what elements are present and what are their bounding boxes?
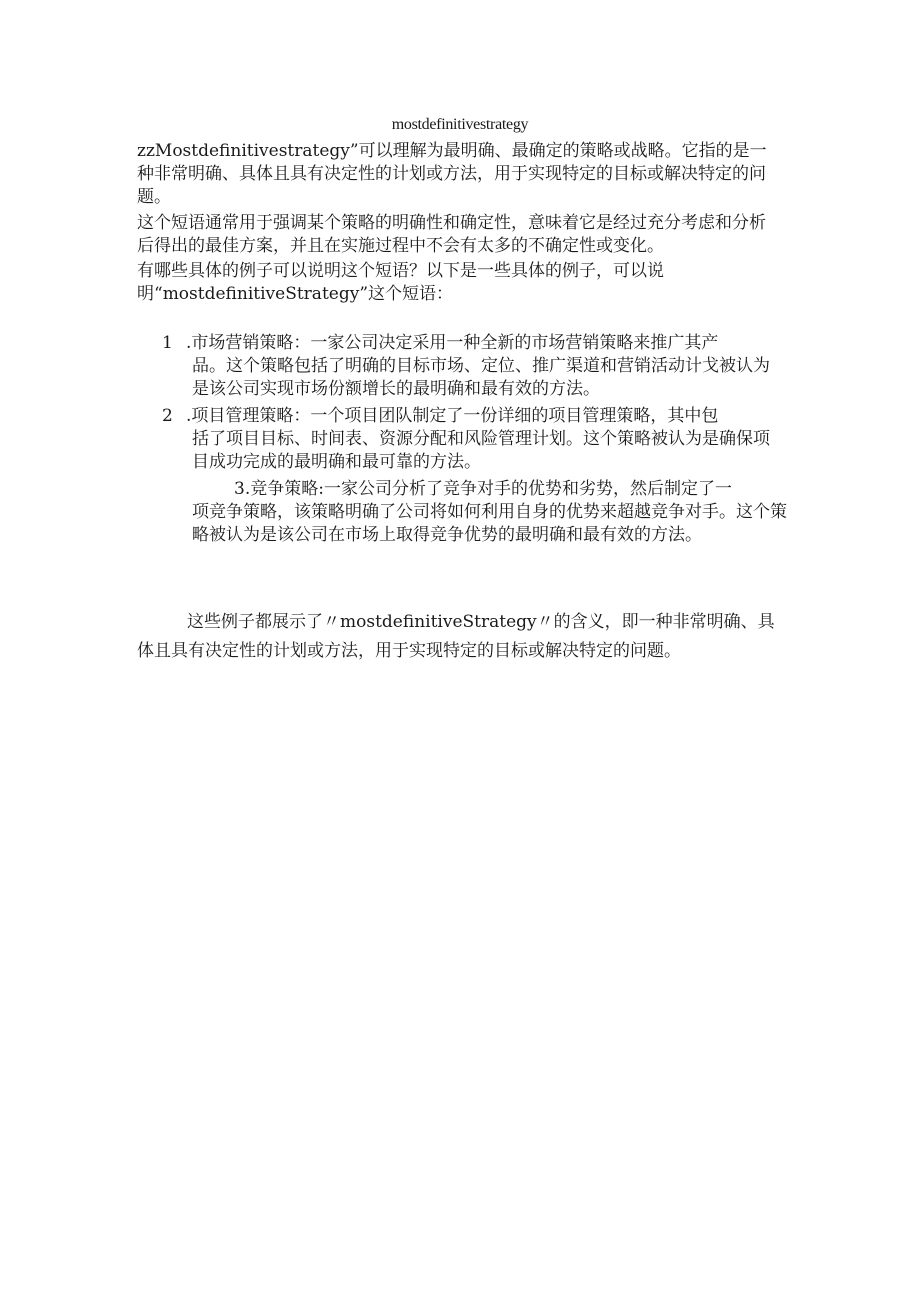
intro-paragraph-examples-lead: 有哪些具体的例子可以说明这个短语？以下是一些具体的例子，可以说明“mostdefinitiveStrategy”这个短语： xyxy=(137,261,664,304)
example-body: 品。这个策略包括了明确的目标市场、定位、推广渠道和营销活动计戈被认为是该公司实现市场份额增长的最明确和最有效的方法。 xyxy=(192,356,770,399)
intro-paragraph-definition: zzMostdefinitivestrategy”可以理解为最明确、最确定的策略或战略。它指的是一种非常明确、具体且具有决定性的计划或方法，用于实现特定的目标或解决特定的问题。 xyxy=(137,141,767,207)
document-title: mostdefinitivestrategy xyxy=(391,116,529,133)
example-item-project-management xyxy=(162,405,772,474)
conclusion-text: 这些例子都展示了〃mostdefinitiveStrategy〃的含义，即一种非常明确、具体且具有决定性的计划或方法，用于实现特定的目标或解决特定的问题。 xyxy=(137,612,775,661)
example-item-marketing xyxy=(162,332,772,401)
intro-paragraph-usage: 这个短语通常用于强调某个策略的明确性和确定性，意味着它是经过充分考虑和分析后得出的最佳方案，并且在实施过程中不会有太多的不确定性或变化。 xyxy=(137,213,766,256)
example-number: 1 xyxy=(162,333,173,353)
example-body: 项竞争策略，该策略明确了公司将如何利用自身的优势来超越竞争对手。这个策略被认为是该公司在市场上取得竞争优势的最明确和最有效的方法。 xyxy=(192,502,787,545)
example-item-competition xyxy=(192,478,792,547)
example-head: .项目管理策略：一个项目团队制定了一份详细的项目管理策略，其中包 xyxy=(186,406,719,426)
example-head: .市场营销策略：一家公司决定采用一种全新的市场营销策略来推广其产 xyxy=(186,333,719,353)
example-body: 括了项目目标、时间表、资源分配和风险管理计划。这个策略被认为是确保项目成功完成的最明确和最可靠的方法。 xyxy=(192,429,770,472)
example-head: 3.竞争策略:一家公司分析了竞争对手的优势和劣势，然后制定了一 xyxy=(234,479,732,499)
conclusion-paragraph xyxy=(137,608,777,666)
example-number: 2 xyxy=(162,406,173,426)
